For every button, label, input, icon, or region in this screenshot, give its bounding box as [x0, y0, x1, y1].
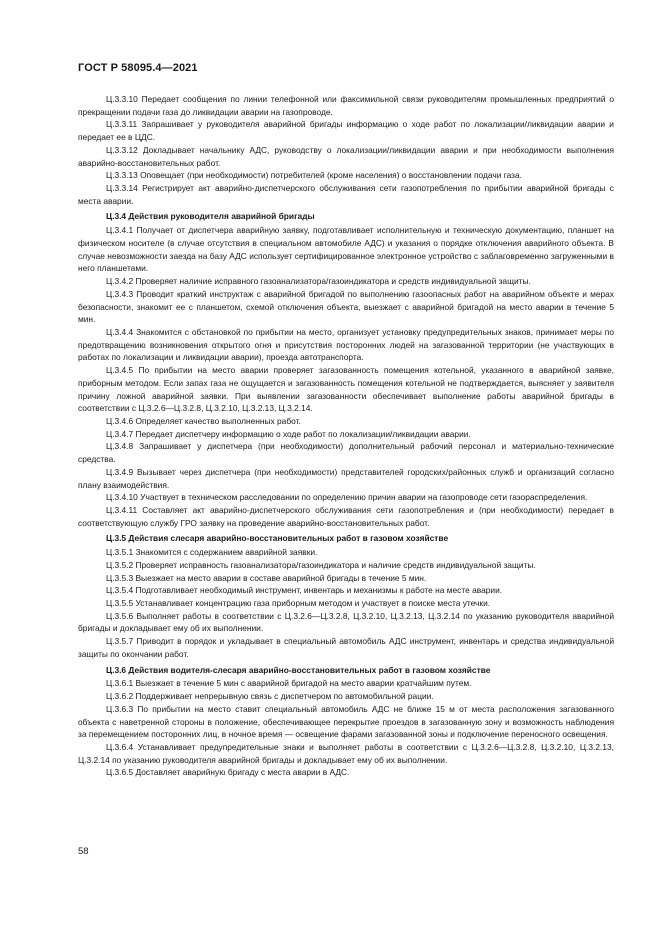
- paragraph: Ц.3.6.2 Поддерживает непрерывную связь с диспетчером по автомобильной рации.: [106, 691, 434, 702]
- paragraph: Ц.3.4.1 Получает от диспетчера аварийную заявку, подготавливает исполнительную и техническую документацию, планшет на физическом носителе (в случае отсутствия в специальном автомобиле АДС) и указания о порядке отключения аварийного объекта. В случае невозможности заезда на базу АДС использует сертифицированное электронное устройство с заблаговременно загруженными в него планшетами.: [78, 225, 614, 274]
- paragraph: Ц.3.4.10 Участвует в техническом расследовании по определению причин аварии на газопроводе сети газораспределения.: [106, 492, 588, 503]
- paragraph: Ц.3.5.5 Устанавливает концентрацию газа приборным методом и участвует в поиске места утечки.: [106, 598, 491, 609]
- paragraph: Ц.3.3.13 Оповещает (при необходимости) потребителей (кроме населения) о восстановлении подачи газа.: [106, 170, 522, 181]
- paragraph: Ц.3.6.3 По прибытии на место ставит специальный автомобиль АДС не ближе 15 м от места расположения загазованного объекта с наветренной стороны в положение, обеспечивающее перекрытие проездов в загазованную зону и возможность наблюдения за перемещением посторонних лиц, в ночное время — освещение фарами загазованной зоны и подключение переносного освещения.: [78, 703, 614, 740]
- paragraph: Ц.3.5.1 Знакомится с содержанием аварийной заявки.: [106, 547, 318, 558]
- paragraph: Ц.3.5.4 Подготавливает необходимый инструмент, инвентарь и механизмы к работе на месте аварии.: [106, 585, 503, 596]
- paragraph: Ц.3.3.11 Запрашивает у руководителя аварийной бригады информацию о ходе работ по локализации/ликвидации аварии и передает ее в ЦДС.: [78, 119, 614, 143]
- paragraph: Ц.3.3.10 Передает сообщения по линии телефонной или факсимильной связи руководителям промышленных предприятий о прекращении подачи газа до ликвидации аварии на газопроводе.: [78, 94, 614, 117]
- paragraph: Ц.3.3.14 Регистрирует акт аварийно-диспетчерского обслуживания сети газопотребления по прибытии аварийной бригады с места аварии.: [78, 183, 614, 206]
- paragraph: Ц.3.5.2 Проверяет исправность газоанализатора/газоиндикатора и наличие средств индивидуальной защиты.: [106, 559, 536, 570]
- paragraph: Ц.3.4.3 Проводит краткий инструктаж с аварийной бригадой по выполнению газоопасных работ на аварийном объекте и мерах безопасности, знакомит ее с планшетом, схемой отключения объекта, выезжает с аварийной бригадой на место аварии в течение 5 мин.: [78, 288, 614, 325]
- paragraph: Ц.3.4.4 Знакомится с обстановкой по прибытии на место, организует установку предупредительных знаков, принимает меры по предотвращению возникновения открытого огня и присутствия посторонних людей на загазованной территории (не участвующих в работах по локализации и ликвидации аварии), проезда автотранспорта.: [78, 326, 614, 363]
- paragraph: Ц.3.5.6 Выполняет работы в соответствии с Ц.3.2.6—Ц.3.2.8, Ц.3.2.10, Ц.3.2.13, Ц.3.2.14 по указанию руководителя аварийной бригады и докладывает ему об их выполнении.: [78, 610, 614, 634]
- paragraph: Ц.3.5.3 Выезжает на место аварии в составе аварийной бригады в течение 5 мин.: [106, 572, 427, 583]
- paragraph: Ц.3.4.11 Составляет акт аварийно-диспетчерского обслуживания сети газопотребления и (при необходимости) передает в соответствующую службу ГРО заявку на проведение аварийно-восстановительных работ.: [78, 505, 614, 528]
- section-heading: Ц.3.5 Действия слесаря аварийно-восстановительных работ в газовом хозяйстве: [106, 533, 449, 544]
- page-header: ГОСТ Р 58095.4—2021: [78, 62, 198, 74]
- paragraph: Ц.3.4.6 Определяет качество выполненных работ.: [106, 415, 301, 426]
- page-number: 58: [78, 846, 89, 857]
- paragraph: Ц.3.4.7 Передает диспетчеру информацию о ходе работ по локализации/ликвидации аварии.: [106, 428, 471, 439]
- paragraph: Ц.3.6.1 Выезжает в течение 5 мин с аварийной бригадой на место аварии кратчайшим путем.: [106, 678, 472, 689]
- section-heading: Ц.3.6 Действия водителя-слесаря аварийно-восстановительных работ в газовом хозяйстве: [106, 664, 491, 675]
- paragraph: Ц.3.4.2 Проверяет наличие исправного газоанализатора/газоиндикатора и средств индивидуальной защиты.: [106, 276, 531, 287]
- section-heading: Ц.3.4 Действия руководителя аварийной бригады: [106, 211, 315, 222]
- paragraph: Ц.3.5.7 Приводит в порядок и укладывает в специальный автомобиль АДС инструмент, инвентарь и средства индивидуальной защиты по окончании работ.: [78, 636, 614, 659]
- paragraph: Ц.3.4.5 По прибытии на место аварии проверяет загазованность помещения котельной, указанного в аварийной заявке, приборным методом. Если запах газа не ощущается и загазованность помещения котельной не подтверждается, выясняет у заявителя причину ложной аварийной заявки. При выявлении загазованности обеспечивает выполнение работы аварийной бригады в соответствии с Ц.3.2.6—Ц.3.2.8, Ц.3.2.10, Ц.3.2.13, Ц.3.2.14.: [78, 365, 614, 414]
- paragraph: Ц.3.3.12 Докладывает начальнику АДС, руководству о локализации/ликвидации аварии и при необходимости выполнения аварийно-восстановительных работ.: [78, 144, 614, 168]
- paragraph: Ц.3.6.5 Доставляет аварийную бригаду с места аварии в АДС.: [106, 767, 350, 778]
- paragraph: Ц.3.6.4 Устанавливает предупредительные знаки и выполняет работы в соответствии с Ц.3.2.6—Ц.3.2.8, Ц.3.2.10, Ц.3.2.13, Ц.3.2.14 по указанию руководителя аварийной бригады и докладывает ему об их выполнении.: [78, 741, 614, 765]
- paragraph: Ц.3.4.8 Запрашивает у диспетчера (при необходимости) дополнительный рабочий персонал и материально-технические средства.: [78, 441, 614, 465]
- paragraph: Ц.3.4.9 Вызывает через диспетчера (при необходимости) представителей городских/районных служб и организаций согласно плану взаимодействия.: [78, 466, 614, 490]
- document-body: [78, 93, 614, 779]
